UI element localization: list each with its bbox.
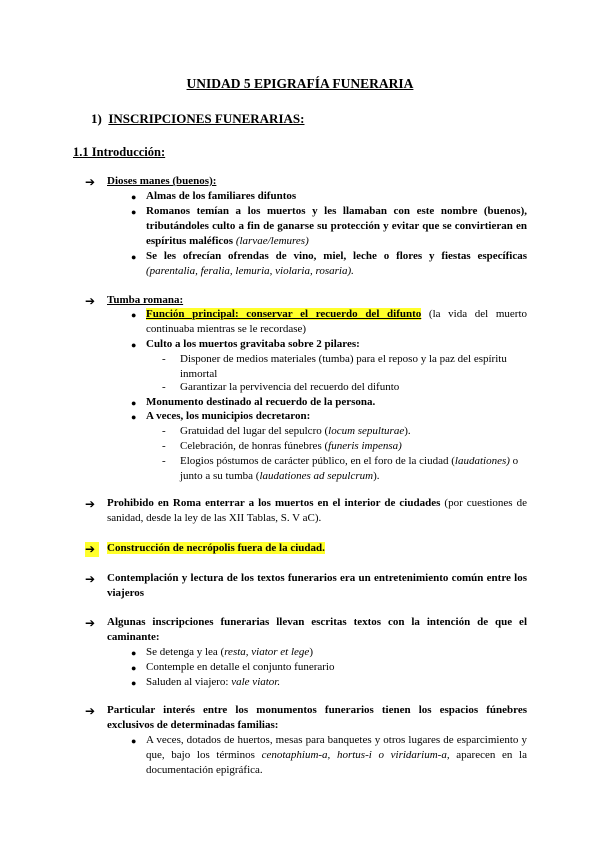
tumba-monumento: Monumento destinado al recuerdo de la persona. — [146, 396, 376, 408]
muni-item-1: Gratuidad del lugar del sepulcro (locum sepulturae). — [180, 425, 411, 437]
bullet-icon: ● — [131, 192, 137, 202]
dash-icon: - — [162, 455, 166, 467]
bullet-icon: ● — [131, 678, 137, 688]
bullet-icon: ● — [131, 340, 137, 350]
inscripciones-item-3: Saluden al viajero: vale viator. — [146, 676, 281, 688]
inscripciones-heading: Algunas inscripciones funerarias llevan escritas textos con la intención de que el caminante: — [107, 616, 527, 643]
inscripciones-item-2: Contemple en detalle el conjunto funerario — [146, 661, 335, 673]
tumba-municipios: A veces, los municipios decretaron: — [146, 410, 311, 422]
muni-item-2: Celebración, de honras fúnebres (funeris impensa) — [180, 440, 402, 452]
arrow-icon: ➔ — [85, 616, 96, 630]
muni-item-3: Elogios póstumos de carácter público, en el foro de la ciudad (laudationes) o junto a su tumba (laudationes ad sepulcrum). — [180, 455, 519, 482]
prohibido-text: Prohibido en Roma enterrar a los muertos en el interior de ciudades (por cuestiones de sanidad, desde la ley de las XII Tablas, S. V aC). — [107, 497, 527, 524]
dioses-item-3: Se les ofrecían ofrendas de vino, miel, leche o flores y fiestas específicas (parentalia, feralia, lemuria, violaria, rosaria). — [146, 250, 527, 277]
bullet-icon: ● — [131, 736, 137, 746]
culto-item-1: Disponer de medios materiales (tumba) para el reposo y la paz del espíritu inmortal — [180, 353, 507, 380]
dash-icon: - — [162, 425, 166, 437]
bullet-icon: ● — [131, 207, 137, 217]
dash-icon: - — [162, 353, 166, 365]
arrow-icon: ➔ — [85, 175, 96, 189]
dash-icon: - — [162, 440, 166, 452]
bullet-icon: ● — [131, 398, 137, 408]
dioses-item-1: Almas de los familiares difuntos — [146, 190, 297, 202]
bullet-icon: ● — [131, 648, 137, 658]
section-label: INSCRIPCIONES FUNERARIAS: — [108, 111, 305, 126]
inscripciones-item-1: Se detenga y lea (resta, viator et lege) — [146, 646, 313, 658]
section-heading — [91, 111, 304, 126]
bullet-icon: ● — [131, 310, 137, 320]
contemplacion-text: Contemplación y lectura de los textos funerarios era un entretenimiento común entre los viajeros — [107, 572, 527, 599]
page-title: UNIDAD 5 EPIGRAFÍA FUNERARIA — [186, 76, 414, 91]
subsection-heading: 1.1 Introducción: — [73, 145, 166, 159]
arrow-icon: ➔ — [85, 572, 96, 586]
dioses-item-2: Romanos temían a los muertos y les llamaban con este nombre (buenos), tributándoles culto a fin de ganarse su protección y evitar que se convirtieran en espíritus maléficos (larvae/lemures) — [146, 205, 527, 247]
tumba-funcion: Función principal: conservar el recuerdo del difunto (la vida del muerto continuaba mientras se le recordase) — [146, 308, 528, 335]
arrow-icon: ➔ — [85, 704, 96, 718]
bullet-icon: ● — [131, 252, 137, 262]
section-number: 1) — [91, 111, 102, 126]
particular-heading: Particular interés entre los monumentos funerarios tienen los espacios fúnebres exclusivos de determinadas familias: — [107, 704, 527, 731]
arrow-icon: ➔ — [85, 542, 99, 557]
arrow-icon: ➔ — [85, 294, 96, 308]
bullet-icon: ● — [131, 412, 137, 422]
dioses-heading: Dioses manes (buenos): — [107, 175, 217, 187]
necropolis-text: Construcción de necrópolis fuera de la ciudad. — [107, 542, 325, 554]
dash-icon: - — [162, 381, 166, 393]
tumba-heading: Tumba romana: — [107, 294, 184, 306]
arrow-icon: ➔ — [85, 497, 96, 511]
culto-item-2: Garantizar la pervivencia del recuerdo del difunto — [180, 381, 400, 393]
bullet-icon: ● — [131, 663, 137, 673]
tumba-culto: Culto a los muertos gravitaba sobre 2 pilares: — [146, 338, 360, 350]
particular-item-1: A veces, dotados de huertos, mesas para banquetes y otros lugares de esparcimiento y que, bajo los términos cenotaphium-a, hortus-i o viridarium-a, aparecen en la documentación epigráfica. — [146, 734, 527, 776]
